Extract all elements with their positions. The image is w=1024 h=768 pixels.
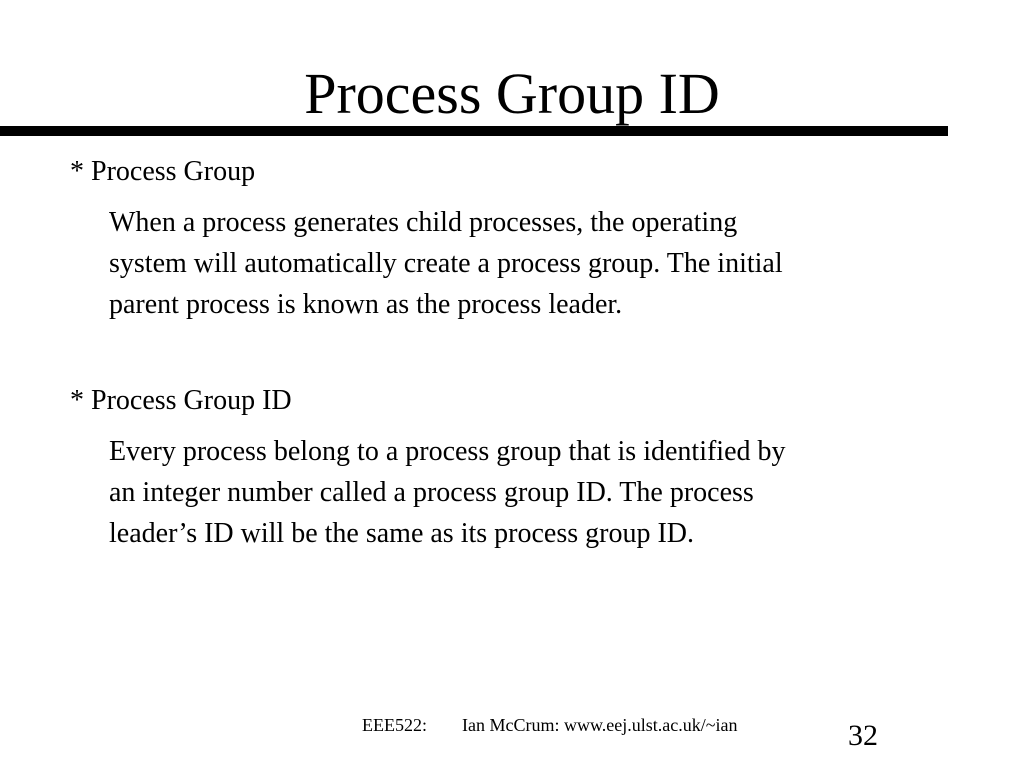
footer-course: EEE522: <box>362 715 427 735</box>
slide-title: Process Group ID <box>304 61 720 126</box>
body-line: an integer number called a process group ID. The process <box>109 477 754 508</box>
body-line: When a process generates child processes, the operating <box>109 207 738 238</box>
section-heading-process-group-id: * Process Group ID <box>70 385 292 416</box>
title-rule <box>0 126 948 136</box>
footer-author-site: Ian McCrum: www.eej.ulst.ac.uk/~ian <box>462 715 738 735</box>
section-heading-process-group: * Process Group <box>70 156 256 187</box>
page-number: 32 <box>848 719 878 752</box>
section-body-process-group-id <box>109 431 1009 554</box>
body-line: Every process belong to a process group that is identified by <box>109 436 786 467</box>
body-line: parent process is known as the process leader. <box>109 289 623 320</box>
body-line: leader’s ID will be the same as its process group ID. <box>109 518 694 549</box>
body-line: system will automatically create a process group. The initial <box>109 248 783 279</box>
section-body-process-group <box>109 202 1009 325</box>
